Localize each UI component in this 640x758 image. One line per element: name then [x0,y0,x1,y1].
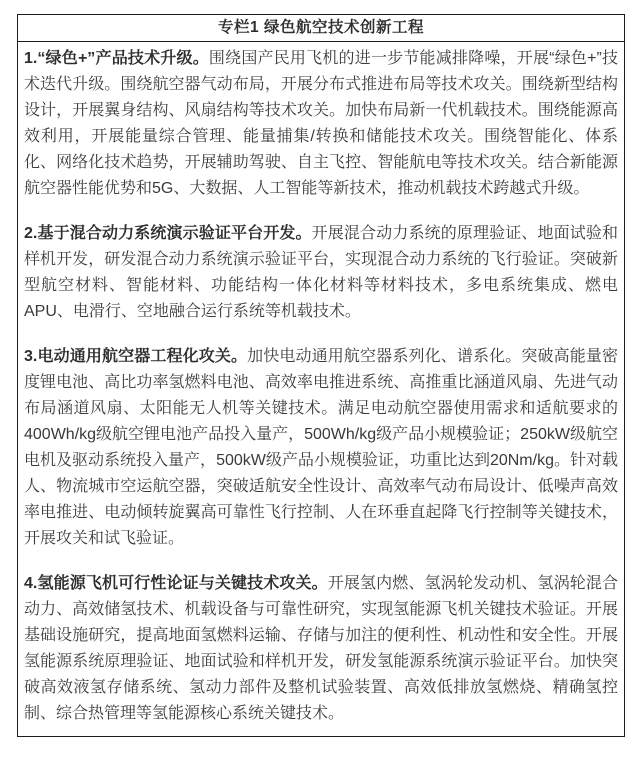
panel-title: 专栏1 绿色航空技术创新工程 [18,15,624,42]
paragraph-2 [24,221,618,325]
paragraph-2-lead: 2.基于混合动力系统演示验证平台开发。 [24,225,312,242]
paragraph-2-text: 开展混合动力系统的原理验证、地面试验和样机开发，研发混合动力系统演示验证平台，实现混合动力系统的飞行验证。突破新型航空材料、智能材料、功能结构一体化材料等材料技术，多电系统集成、燃电APU、电滑行、空地融合运行系统等机载技术。 [24,225,618,320]
panel-body [18,42,624,732]
paragraph-3-lead: 3.电动通用航空器工程化攻关。 [24,348,248,365]
paragraph-1 [24,46,618,202]
paragraph-3-text: 加快电动通用航空器系列化、谱系化。突破高能量密度锂电池、高比功率氢燃料电池、高效率电推进系统、高推重比涵道风扇、先进气动布局涵道风扇、太阳能无人机等关键技术。满足电动航空器使用需求和适航要求的400Wh/kg级航空锂电池产品投入量产，500Wh/kg级产品小规模验证；250kW级航空电机及驱动系统投入量产，500kW级产品小规模验证，功重比达到20Nm/kg。针对载人、物流城市空运航空器，突破适航安全性设计、高效率气动布局设计、低噪声高效率电推进、电动倾转旋翼高可靠性飞行控制、人在环垂直起降飞行控制等关键技术，开展攻关和试飞验证。 [24,348,618,547]
paragraph-1-text: 围绕国产民用飞机的进一步节能减排降噪，开展“绿色+”技术迭代升级。围绕航空器气动布局，开展分布式推进布局等技术攻关。围绕新型结构设计，开展翼身结构、风扇结构等技术攻关。加快布局新一代机载技术。围绕能源高效利用，开展能量综合管理、能量捕集/转换和储能技术攻关。围绕智能化、体系化、网络化技术趋势，开展辅助驾驶、自主飞控、智能航电等技术攻关。结合新能源航空器性能优势和5G、大数据、人工智能等新技术，推动机载技术跨越式升级。 [24,50,618,197]
column-panel [17,14,625,737]
paragraph-3 [24,344,618,552]
paragraph-4 [24,571,618,727]
paragraph-4-text: 开展氢内燃、氢涡轮发动机、氢涡轮混合动力、高效储氢技术、机载设备与可靠性研究，实现氢能源飞机关键技术验证。开展基础设施研究，提高地面氢燃料运输、存储与加注的便利性、机动性和安全性。开展氢能源系统原理验证、地面试验和样机开发，研发氢能源系统演示验证平台。加快突破高效液氢存储系统、氢动力部件及整机试验装置、高效低排放氢燃烧、精确氢控制、综合热管理等氢能源核心系统关键技术。 [24,575,618,722]
paragraph-4-lead: 4.氢能源飞机可行性论证与关键技术攻关。 [24,575,328,592]
paragraph-1-lead: 1.“绿色+”产品技术升级。 [24,50,209,67]
